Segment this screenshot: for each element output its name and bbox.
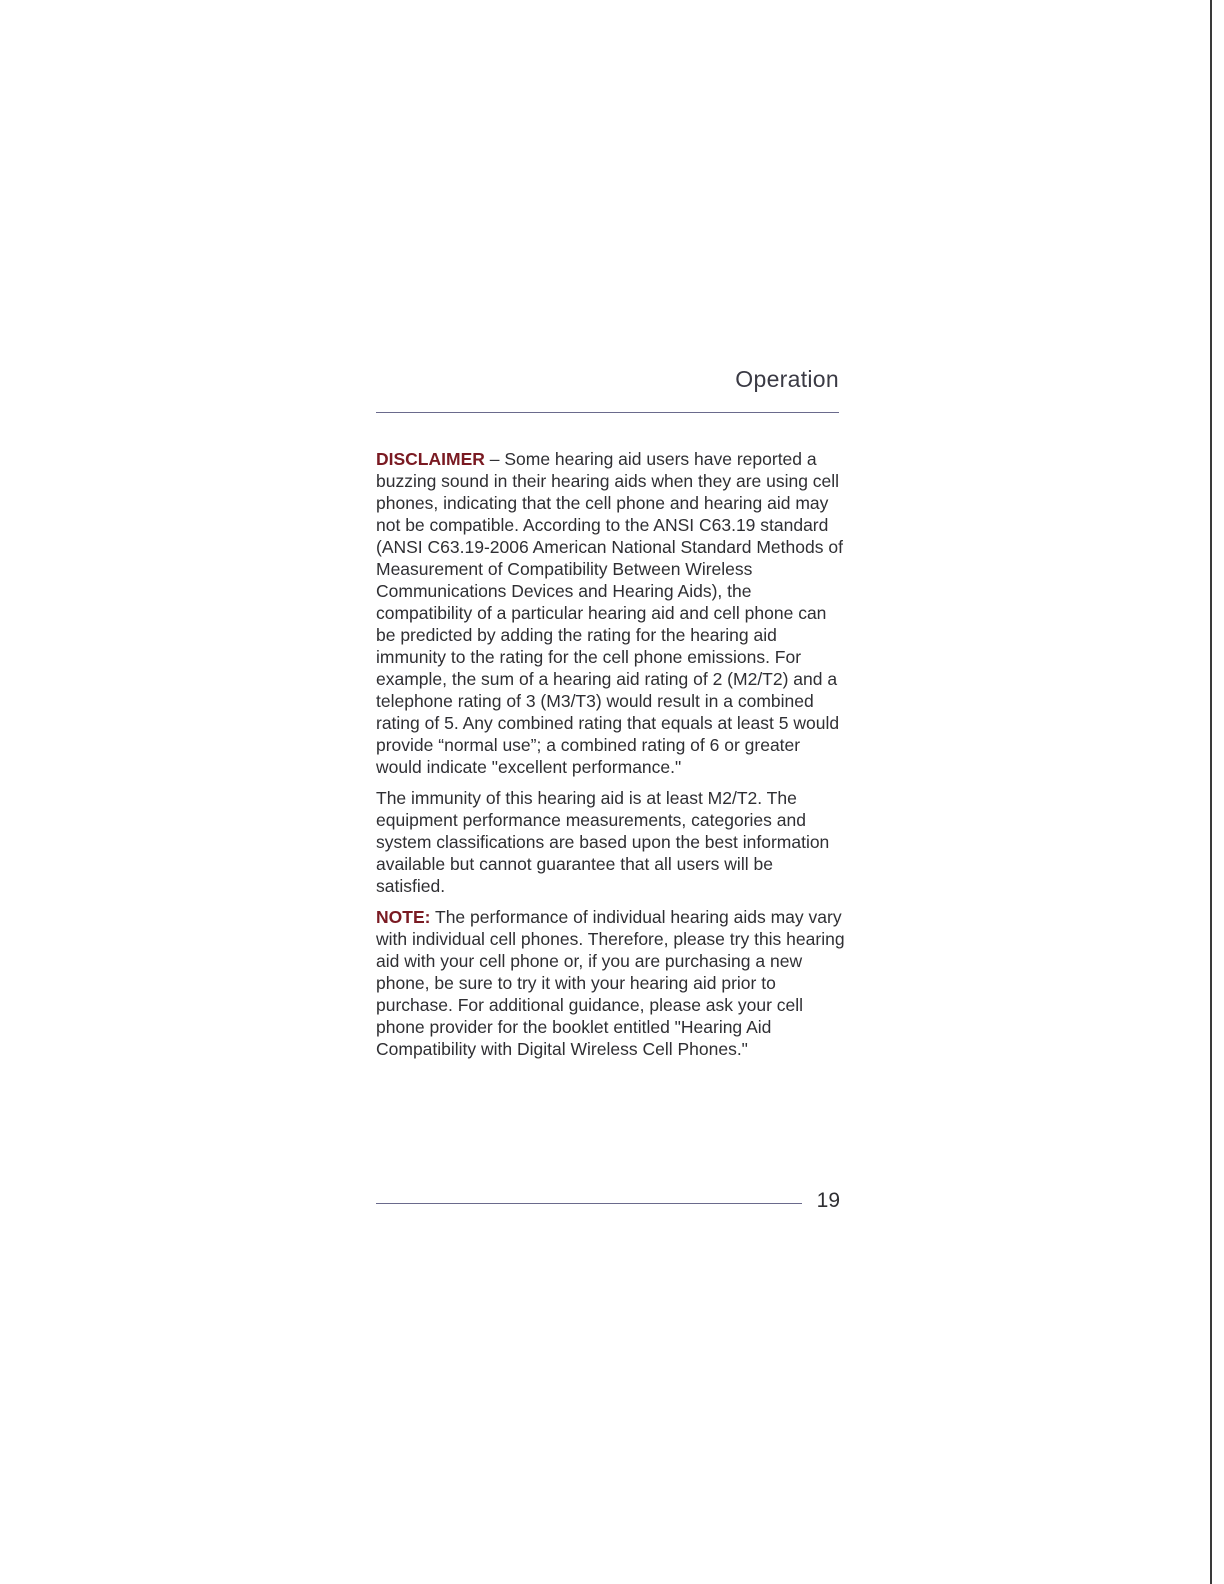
disclaimer-text: – Some hearing aid users have reported a buzzing sound in their hearing aids when they are using cell phones, indicating that the cell phone and hearing aid may not be compatible. According to the ANSI C63.19 standard (ANSI C63.19-2006 American National Standard Methods of Measurement of Compatibility Between Wireless Communications Devices and Hearing Aids), the compatibility of a particular hearing aid and cell phone can be predicted by adding the rating for the hearing aid immunity to the rating for the cell phone emissions. For example, the sum of a hearing aid rating of 2 (M2/T2) and a telephone rating of 3 (M3/T3) would result in a combined rating of 5. Any combined rating that equals at least 5 would provide “normal use”; a combined rating of 6 or greater would indicate "excellent performance." <box>376 449 843 777</box>
note-text: The performance of individual hearing aids may vary with individual cell phones. Therefore, please try this hearing aid with your cell phone or, if you are purchasing a new phone, be sure to try it with your hearing aid prior to purchase. For additional guidance, please ask your cell phone provider for the booklet entitled "Hearing Aid Compatibility with Digital Wireless Cell Phones." <box>376 907 845 1059</box>
immunity-paragraph: The immunity of this hearing aid is at least M2/T2. The equipment performance measurements, categories and system classifications are based upon the best information available but cannot guarantee that all users will be satisfied. <box>376 788 830 896</box>
footer-rule <box>376 1203 802 1204</box>
section-title: Operation <box>735 366 839 392</box>
page-number: 19 <box>816 1189 840 1212</box>
page-content <box>376 448 846 1069</box>
note-paragraph <box>376 906 846 1060</box>
disclaimer-paragraph <box>376 448 846 778</box>
disclaimer-label: DISCLAIMER <box>376 449 485 469</box>
note-label: NOTE: <box>376 907 431 927</box>
header-rule <box>376 412 839 413</box>
scan-edge-line <box>1210 0 1212 1584</box>
